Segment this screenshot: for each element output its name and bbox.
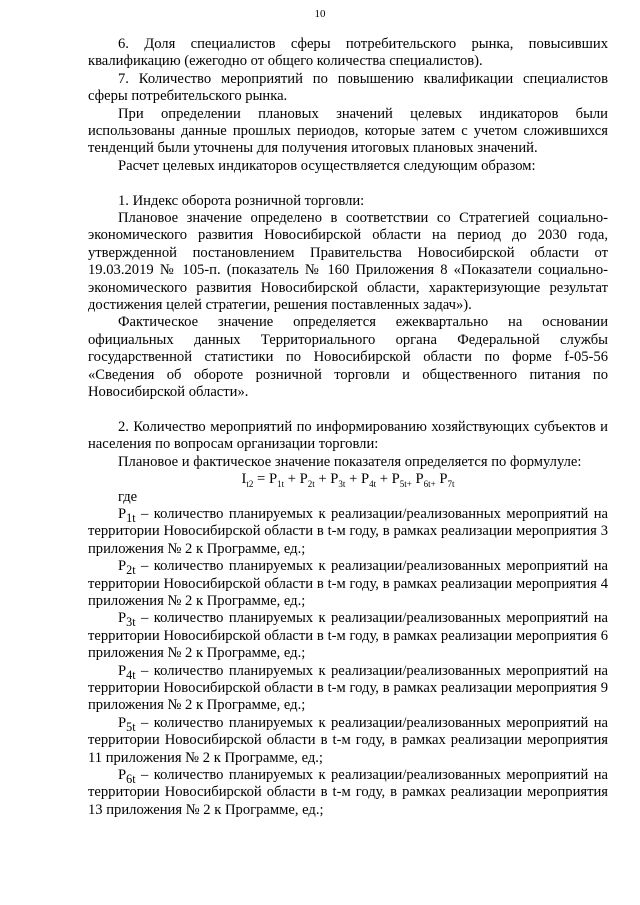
formula-term: P	[391, 471, 400, 488]
definition-item	[88, 558, 608, 610]
formula-term: P	[268, 471, 278, 488]
definition-text: – количество планируемых к реализации/реализованных мероприятий на территории Новосибирской области в t-м году, в рамках реализации мероприятия 9 приложения № 2 к Программе, ед.;	[88, 662, 608, 714]
formula-lhs-subscript: t2	[246, 479, 254, 490]
formula-term: P	[330, 471, 339, 488]
section-2-intro: Плановое и фактическое значение показателя определяется по формулуле:	[118, 453, 582, 470]
page-number: 10	[314, 8, 326, 20]
definition-item	[88, 715, 608, 767]
paragraph-calculation-intro: Расчет целевых индикаторов осуществляется следующим образом:	[118, 157, 536, 174]
definition-text: – количество планируемых к реализации/реализованных мероприятий на территории Новосибирской области в t-м году, в рамках реализации мероприятия 3 приложения № 2 к Программе, ед.;	[88, 505, 608, 557]
document-body	[88, 36, 608, 819]
formula-term-subscript: 3t	[338, 479, 346, 490]
formula-term-subscript: 4t	[369, 479, 377, 490]
definition-symbol: P	[118, 767, 127, 784]
definition-subscript: 4t	[126, 667, 136, 682]
definition-subscript: 1t	[126, 510, 136, 525]
definition-symbol: P	[118, 558, 127, 575]
definition-text: – количество планируемых к реализации/реализованных мероприятий на территории Новосибирской области в t-м году, в рамках реализации мероприятия 4 приложения № 2 к Программе, ед.;	[88, 558, 608, 609]
formula-operator: +	[284, 471, 300, 488]
definition-subscript: 6t	[126, 771, 136, 786]
formula-equals: =	[253, 471, 269, 488]
spacer	[88, 402, 608, 419]
definitions-list	[88, 506, 608, 819]
where-label: где	[118, 488, 138, 505]
definition-subscript: 2t	[126, 563, 136, 578]
definition-text: – количество планируемых к реализации/реализованных мероприятий на территории Новосибирской области в t-м году, в рамках реализации мероприятия 11 приложения № 2 к Программе, ед.;	[88, 714, 608, 766]
formula-term: P	[415, 471, 424, 488]
formula-term: P	[299, 471, 308, 488]
formula	[88, 471, 608, 488]
definition-text: – количество планируемых к реализации/реализованных мероприятий на территории Новосибирской области в t-м году, в рамках реализации мероприятия 6 приложения № 2 к Программе, ед.;	[88, 610, 608, 662]
formula-term-subscript: 2t	[307, 479, 315, 490]
definition-symbol: P	[118, 662, 127, 679]
formula-operator: +	[345, 471, 361, 488]
formula-term-subscript: 7t	[447, 479, 455, 490]
definition-symbol: P	[118, 610, 127, 627]
definition-item	[88, 506, 608, 558]
section-1-heading: 1. Индекс оборота розничной торговли:	[118, 192, 365, 209]
formula-term-subscript: 6t+	[423, 479, 436, 490]
formula-term-subscript: 5t+	[399, 479, 412, 490]
definition-item	[88, 610, 608, 662]
definition-text: – количество планируемых к реализации/реализованных мероприятий на территории Новосибирской области в t-м году, в рамках реализации мероприятия 13 приложения № 2 к Программе, ед.;	[88, 767, 608, 818]
definition-symbol: P	[118, 505, 127, 522]
definition-item	[88, 663, 608, 715]
definition-subscript: 3t	[126, 615, 136, 630]
formula-operator: +	[376, 471, 392, 488]
paragraph-planning-method: При определении плановых значений целевых индикаторов были использованы данные прошлых периодов, которые затем с учетом сложившихся тенденций были уточнены для получения итоговых плановых значений.	[88, 105, 608, 157]
formula-operator: +	[314, 471, 331, 488]
section-1-plan-paragraph: Плановое значение определено в соответствии со Стратегией социально-экономического развития Новосибирской области на период до 2030 года, утвержденной постановлением Правительства Новосибирской области от 19.03.2019 № 105-п. (показатель № 160 Приложения 8 «Показатели социально-экономического развития Новосибирской области, характеризующие результат достижения целей стратегии, решения поставленных задач»).	[88, 210, 608, 314]
section-1-fact-paragraph: Фактическое значение определяется ежеквартально на основании официальных данных Территориального органа Федеральной службы государственной статистики по Новосибирской области по форме f-05-56 «Сведения об обороте розничной торговли и общественного питания по Новосибирской области».	[88, 314, 608, 401]
formula-lhs-symbol: I	[241, 471, 247, 488]
formula-term: P	[360, 471, 370, 488]
formula-term: P	[439, 471, 448, 488]
section-2-heading: 2. Количество мероприятий по информированию хозяйствующих субъектов и населения по вопросам организации торговли:	[88, 418, 608, 453]
spacer	[88, 175, 608, 192]
paragraph-indicator-7: 7. Количество мероприятий по повышению квалификации специалистов сферы потребительского рынка.	[88, 70, 608, 105]
formula-terms	[268, 471, 455, 490]
definition-subscript: 5t	[126, 719, 136, 734]
definition-symbol: P	[118, 714, 127, 731]
definition-item	[88, 767, 608, 819]
paragraph-indicator-6: 6. Доля специалистов сферы потребительского рынка, повысивших квалификацию (ежегодно от общего количества специалистов).	[88, 36, 608, 70]
formula-term-subscript: 1t	[277, 479, 285, 490]
